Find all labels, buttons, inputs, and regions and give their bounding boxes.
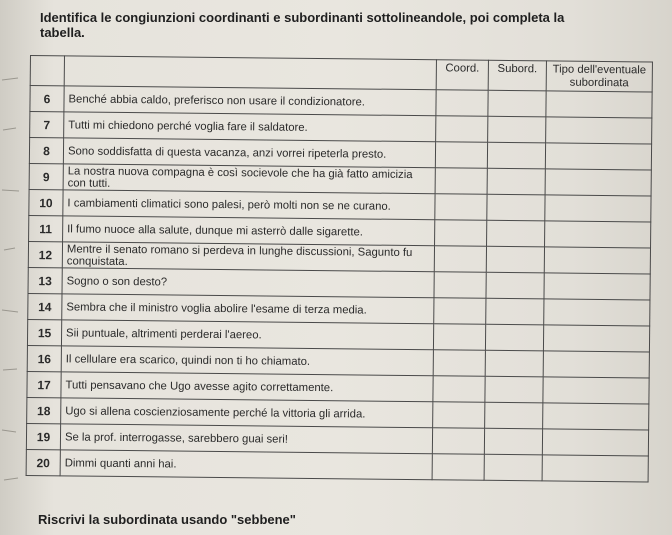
conjunction-table — [26, 55, 653, 483]
row-number: 15 — [27, 319, 61, 345]
footer-instruction: Riscrivi la subordinata usando "sebbene" — [38, 512, 296, 527]
row-number: 11 — [29, 215, 63, 241]
subord-cell[interactable] — [488, 90, 546, 117]
row-number: 17 — [27, 371, 61, 397]
subord-cell[interactable] — [485, 402, 543, 429]
coord-cell[interactable] — [433, 376, 485, 403]
coord-cell[interactable] — [435, 194, 487, 221]
row-number: 12 — [28, 241, 62, 267]
row-sentence: Tutti mi chiedono perché voglia fare il saldatore. — [64, 112, 436, 142]
row-number: 13 — [28, 267, 62, 293]
subord-cell[interactable] — [485, 324, 543, 351]
row-number: 9 — [29, 163, 63, 189]
instruction-text: Identifica le congiunzioni coordinanti e subordinanti sottolineandole, poi completa la tabella. — [40, 10, 565, 40]
row-number: 8 — [29, 138, 63, 164]
row-number: 16 — [27, 345, 61, 371]
row-sentence: Il cellulare era scarico, quindi non ti ho chiamato. — [61, 346, 433, 376]
subord-cell[interactable] — [486, 298, 544, 325]
row-number: 18 — [27, 397, 61, 423]
subord-cell[interactable] — [488, 116, 546, 143]
coord-cell[interactable] — [434, 246, 486, 273]
row-sentence: Sembra che il ministro voglia abolire l'esame di terza media. — [62, 294, 434, 324]
row-sentence: Sogno o son desto? — [62, 268, 434, 298]
tipo-cell[interactable] — [542, 429, 648, 456]
row-number: 14 — [28, 293, 62, 319]
tipo-cell[interactable] — [543, 377, 649, 404]
tipo-cell[interactable] — [545, 195, 651, 222]
subord-cell[interactable] — [486, 246, 544, 273]
coord-cell[interactable] — [432, 454, 484, 481]
subord-cell[interactable] — [484, 454, 542, 481]
tipo-cell[interactable] — [543, 351, 649, 378]
coord-cell[interactable] — [433, 324, 485, 351]
row-sentence: Dimmi quanti anni hai. — [60, 450, 432, 480]
row-sentence: Benché abbia caldo, preferisco non usare il condizionatore. — [64, 86, 436, 116]
coord-cell[interactable] — [433, 350, 485, 377]
subord-cell[interactable] — [485, 376, 543, 403]
row-sentence: Sono soddisfatta di questa vacanza, anzi vorrei ripeterla presto. — [63, 138, 435, 168]
row-sentence: Tutti pensavano che Ugo avesse agito correttamente. — [61, 372, 433, 402]
tipo-cell[interactable] — [544, 247, 650, 274]
row-sentence: Mentre il senato romano si perdeva in lunghe discussioni, Sagunto fu conquistata. — [62, 242, 434, 272]
row-number: 6 — [30, 86, 64, 112]
coord-cell[interactable] — [436, 90, 488, 117]
coord-cell[interactable] — [435, 142, 487, 169]
subord-cell[interactable] — [484, 428, 542, 455]
coord-cell[interactable] — [435, 220, 487, 247]
row-sentence: Se la prof. interrogasse, sarebbero guai seri! — [60, 424, 432, 454]
coord-cell[interactable] — [434, 272, 486, 299]
table-row — [26, 449, 648, 482]
header-tipo: Tipo dell'eventuale subordinata — [546, 61, 652, 92]
header-sentence — [64, 56, 436, 90]
subord-cell[interactable] — [487, 142, 545, 169]
header-num — [30, 56, 64, 86]
subord-cell[interactable] — [486, 272, 544, 299]
subord-cell[interactable] — [487, 194, 545, 221]
coord-cell[interactable] — [432, 428, 484, 455]
row-sentence: I cambiamenti climatici sono palesi, però molti non se ne curano. — [63, 190, 435, 220]
row-sentence: Sii puntuale, altrimenti perderai l'aereo. — [61, 320, 433, 350]
coord-cell[interactable] — [436, 116, 488, 143]
tipo-cell[interactable] — [543, 325, 649, 352]
row-sentence: Il fumo nuoce alla salute, dunque mi asterrò dalle sigarette. — [63, 216, 435, 246]
tipo-cell[interactable] — [544, 273, 650, 300]
subord-cell[interactable] — [487, 168, 545, 195]
row-number: 19 — [26, 423, 60, 449]
tipo-cell[interactable] — [543, 403, 649, 430]
margin-marks — [0, 60, 22, 500]
tipo-cell[interactable] — [546, 91, 652, 118]
tipo-cell[interactable] — [545, 143, 651, 170]
tipo-cell[interactable] — [542, 455, 648, 482]
tipo-cell[interactable] — [546, 117, 652, 144]
row-number: 10 — [29, 189, 63, 215]
row-number: 7 — [30, 112, 64, 138]
coord-cell[interactable] — [433, 402, 485, 429]
coord-cell[interactable] — [434, 298, 486, 325]
subord-cell[interactable] — [487, 220, 545, 247]
coord-cell[interactable] — [435, 168, 487, 195]
header-subord: Subord. — [488, 60, 546, 91]
subord-cell[interactable] — [485, 350, 543, 377]
tipo-cell[interactable] — [544, 299, 650, 326]
header-coord: Coord. — [436, 60, 488, 91]
tipo-cell[interactable] — [545, 169, 651, 196]
row-sentence: Ugo si allena coscienziosamente perché la vittoria gli arrida. — [61, 398, 433, 428]
tipo-cell[interactable] — [545, 221, 651, 248]
row-number: 20 — [26, 449, 60, 475]
row-sentence: La nostra nuova compagna è così socievole che ha già fatto amicizia con tutti. — [63, 164, 435, 194]
